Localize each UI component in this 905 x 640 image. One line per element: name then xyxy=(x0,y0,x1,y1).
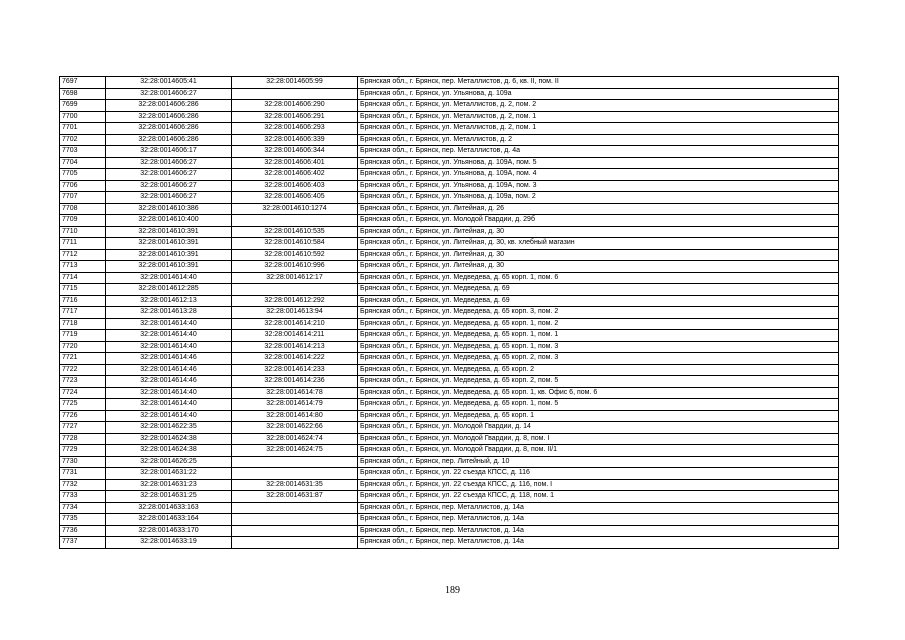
table-row xyxy=(60,433,839,445)
object-cadastral-number-cell: 32:28:0014614:79 xyxy=(232,399,358,411)
row-number-cell: 7715 xyxy=(60,284,106,296)
object-cadastral-number-cell: 32:28:0014606:290 xyxy=(232,100,358,112)
row-number-cell: 7716 xyxy=(60,295,106,307)
cadastral-number-cell: 32:28:0014606:286 xyxy=(106,134,232,146)
cadastral-number-cell: 32:28:0014624:38 xyxy=(106,445,232,457)
table-row xyxy=(60,77,839,89)
object-cadastral-number-cell xyxy=(232,537,358,549)
cadastral-number-cell: 32:28:0014613:28 xyxy=(106,307,232,319)
row-number-cell: 7719 xyxy=(60,330,106,342)
address-cell: Брянская обл., г. Брянск, ул. Ульянова, д. 109А, пом. 3 xyxy=(358,180,839,192)
cadastral-number-cell: 32:28:0014606:27 xyxy=(106,88,232,100)
address-cell: Брянская обл., г. Брянск, ул. Молодой Гвардии, д. 8, пом. I xyxy=(358,433,839,445)
table-row xyxy=(60,537,839,549)
object-cadastral-number-cell: 32:28:0014631:87 xyxy=(232,491,358,503)
table-row xyxy=(60,226,839,238)
address-cell: Брянская обл., г. Брянск, ул. Медведева, д. 65 корп. 1, кв. Офис 6, пом. 6 xyxy=(358,387,839,399)
object-cadastral-number-cell: 32:28:0014614:80 xyxy=(232,410,358,422)
object-cadastral-number-cell: 32:28:0014606:293 xyxy=(232,123,358,135)
table-row xyxy=(60,215,839,227)
address-cell: Брянская обл., г. Брянск, ул. Медведева, д. 65 корп. 1 xyxy=(358,410,839,422)
cadastral-number-cell: 32:28:0014612:285 xyxy=(106,284,232,296)
object-cadastral-number-cell: 32:28:0014610:535 xyxy=(232,226,358,238)
cadastral-number-cell: 32:28:0014610:391 xyxy=(106,238,232,250)
object-cadastral-number-cell xyxy=(232,284,358,296)
object-cadastral-number-cell xyxy=(232,525,358,537)
table-row xyxy=(60,364,839,376)
table-row xyxy=(60,341,839,353)
cadastral-registry-table xyxy=(59,76,839,549)
cadastral-number-cell: 32:28:0014606:286 xyxy=(106,123,232,135)
address-cell: Брянская обл., г. Брянск, ул. Металлистов, д. 2, пом. 1 xyxy=(358,123,839,135)
table-row xyxy=(60,238,839,250)
object-cadastral-number-cell: 32:28:0014606:401 xyxy=(232,157,358,169)
cadastral-number-cell: 32:28:0014631:23 xyxy=(106,479,232,491)
table-row xyxy=(60,514,839,526)
object-cadastral-number-cell: 32:28:0014612:292 xyxy=(232,295,358,307)
row-number-cell: 7714 xyxy=(60,272,106,284)
table-row xyxy=(60,422,839,434)
object-cadastral-number-cell: 32:28:0014614:210 xyxy=(232,318,358,330)
address-cell: Брянская обл., г. Брянск, ул. Медведева, д. 65 корп. 1, пом. 1 xyxy=(358,330,839,342)
address-cell: Брянская обл., г. Брянск, ул. Молодой Гвардии, д. 8, пом. II/1 xyxy=(358,445,839,457)
object-cadastral-number-cell: 32:28:0014622:66 xyxy=(232,422,358,434)
address-cell: Брянская обл., г. Брянск, пер. Металлистов, д. 6, кв. II, пом. II xyxy=(358,77,839,89)
address-cell: Брянская обл., г. Брянск, пер. Металлистов, д. 4а xyxy=(358,146,839,158)
address-cell: Брянская обл., г. Брянск, ул. 22 съезда КПСС, д. 116 xyxy=(358,468,839,480)
row-number-cell: 7700 xyxy=(60,111,106,123)
table-row xyxy=(60,192,839,204)
row-number-cell: 7735 xyxy=(60,514,106,526)
cadastral-number-cell: 32:28:0014606:27 xyxy=(106,192,232,204)
table-row xyxy=(60,502,839,514)
row-number-cell: 7729 xyxy=(60,445,106,457)
cadastral-number-cell: 32:28:0014614:46 xyxy=(106,364,232,376)
row-number-cell: 7707 xyxy=(60,192,106,204)
row-number-cell: 7734 xyxy=(60,502,106,514)
table-row xyxy=(60,525,839,537)
row-number-cell: 7725 xyxy=(60,399,106,411)
address-cell: Брянская обл., г. Брянск, ул. Ульянова, д. 109А, пом. 4 xyxy=(358,169,839,181)
object-cadastral-number-cell: 32:28:0014614:222 xyxy=(232,353,358,365)
cadastral-number-cell: 32:28:0014610:391 xyxy=(106,249,232,261)
row-number-cell: 7698 xyxy=(60,88,106,100)
row-number-cell: 7728 xyxy=(60,433,106,445)
object-cadastral-number-cell xyxy=(232,88,358,100)
cadastral-number-cell: 32:28:0014624:38 xyxy=(106,433,232,445)
table-row xyxy=(60,88,839,100)
page-number: 189 xyxy=(445,585,460,596)
row-number-cell: 7727 xyxy=(60,422,106,434)
cadastral-number-cell: 32:28:0014633:19 xyxy=(106,537,232,549)
table-row xyxy=(60,318,839,330)
object-cadastral-number-cell: 32:28:0014613:94 xyxy=(232,307,358,319)
object-cadastral-number-cell: 32:28:0014612:17 xyxy=(232,272,358,284)
address-cell: Брянская обл., г. Брянск, ул. Металлистов, д. 2, пом. 1 xyxy=(358,111,839,123)
object-cadastral-number-cell: 32:28:0014631:35 xyxy=(232,479,358,491)
cadastral-number-cell: 32:28:0014614:46 xyxy=(106,353,232,365)
table-row xyxy=(60,445,839,457)
address-cell: Брянская обл., г. Брянск, пер. Литейный, д. 10 xyxy=(358,456,839,468)
object-cadastral-number-cell: 32:28:0014606:403 xyxy=(232,180,358,192)
table-row xyxy=(60,111,839,123)
table-row xyxy=(60,479,839,491)
row-number-cell: 7723 xyxy=(60,376,106,388)
cadastral-number-cell: 32:28:0014614:40 xyxy=(106,318,232,330)
address-cell: Брянская обл., г. Брянск, ул. Ульянова, д. 109а xyxy=(358,88,839,100)
cadastral-number-cell: 32:28:0014614:40 xyxy=(106,387,232,399)
table-row xyxy=(60,387,839,399)
cadastral-number-cell: 32:28:0014610:386 xyxy=(106,203,232,215)
row-number-cell: 7737 xyxy=(60,537,106,549)
object-cadastral-number-cell: 32:28:0014614:78 xyxy=(232,387,358,399)
table-row xyxy=(60,157,839,169)
table-row xyxy=(60,491,839,503)
address-cell: Брянская обл., г. Брянск, ул. Ульянова, д. 109а, пом. 2 xyxy=(358,192,839,204)
address-cell: Брянская обл., г. Брянск, ул. Металлистов, д. 2 xyxy=(358,134,839,146)
row-number-cell: 7708 xyxy=(60,203,106,215)
object-cadastral-number-cell: 32:28:0014624:74 xyxy=(232,433,358,445)
row-number-cell: 7726 xyxy=(60,410,106,422)
cadastral-number-cell: 32:28:0014606:27 xyxy=(106,180,232,192)
table-row xyxy=(60,100,839,112)
object-cadastral-number-cell xyxy=(232,456,358,468)
cadastral-number-cell: 32:28:0014633:170 xyxy=(106,525,232,537)
cadastral-number-cell: 32:28:0014606:27 xyxy=(106,169,232,181)
cadastral-number-cell: 32:28:0014633:164 xyxy=(106,514,232,526)
address-cell: Брянская обл., г. Брянск, ул. 22 съезда КПСС, д. 116, пом. I xyxy=(358,479,839,491)
registry-table-body xyxy=(60,77,839,549)
address-cell: Брянская обл., г. Брянск, ул. Медведева, д. 65 корп. 2 xyxy=(358,364,839,376)
cadastral-number-cell: 32:28:0014614:40 xyxy=(106,272,232,284)
table-row xyxy=(60,261,839,273)
row-number-cell: 7713 xyxy=(60,261,106,273)
object-cadastral-number-cell: 32:28:0014610:996 xyxy=(232,261,358,273)
table-row xyxy=(60,272,839,284)
table-row xyxy=(60,410,839,422)
cadastral-number-cell: 32:28:0014614:40 xyxy=(106,399,232,411)
address-cell: Брянская обл., г. Брянск, ул. Ульянова, д. 109А, пом. 5 xyxy=(358,157,839,169)
row-number-cell: 7704 xyxy=(60,157,106,169)
row-number-cell: 7733 xyxy=(60,491,106,503)
cadastral-number-cell: 32:28:0014610:391 xyxy=(106,226,232,238)
address-cell: Брянская обл., г. Брянск, пер. Металлистов, д. 14а xyxy=(358,525,839,537)
address-cell: Брянская обл., г. Брянск, ул. Медведева, д. 65 корп. 1, пом. 6 xyxy=(358,272,839,284)
row-number-cell: 7711 xyxy=(60,238,106,250)
cadastral-number-cell: 32:28:0014614:46 xyxy=(106,376,232,388)
cadastral-number-cell: 32:28:0014605:41 xyxy=(106,77,232,89)
cadastral-number-cell: 32:28:0014631:25 xyxy=(106,491,232,503)
object-cadastral-number-cell xyxy=(232,215,358,227)
address-cell: Брянская обл., г. Брянск, ул. Молодой Гвардии, д. 29б xyxy=(358,215,839,227)
row-number-cell: 7712 xyxy=(60,249,106,261)
object-cadastral-number-cell: 32:28:0014610:592 xyxy=(232,249,358,261)
table-row xyxy=(60,456,839,468)
object-cadastral-number-cell: 32:28:0014614:211 xyxy=(232,330,358,342)
object-cadastral-number-cell: 32:28:0014614:213 xyxy=(232,341,358,353)
table-row xyxy=(60,180,839,192)
address-cell: Брянская обл., г. Брянск, ул. Медведева, д. 65 корп. 1, пом. 3 xyxy=(358,341,839,353)
address-cell: Брянская обл., г. Брянск, ул. Медведева, д. 65 корп. 2, пом. 5 xyxy=(358,376,839,388)
row-number-cell: 7720 xyxy=(60,341,106,353)
cadastral-number-cell: 32:28:0014606:286 xyxy=(106,111,232,123)
row-number-cell: 7709 xyxy=(60,215,106,227)
address-cell: Брянская обл., г. Брянск, ул. Медведева, д. 69 xyxy=(358,295,839,307)
object-cadastral-number-cell xyxy=(232,468,358,480)
cadastral-number-cell: 32:28:0014606:17 xyxy=(106,146,232,158)
row-number-cell: 7724 xyxy=(60,387,106,399)
table-row xyxy=(60,307,839,319)
address-cell: Брянская обл., г. Брянск, ул. Литейная, д. 30 xyxy=(358,261,839,273)
row-number-cell: 7702 xyxy=(60,134,106,146)
table-row xyxy=(60,284,839,296)
object-cadastral-number-cell: 32:28:0014610:584 xyxy=(232,238,358,250)
object-cadastral-number-cell xyxy=(232,502,358,514)
address-cell: Брянская обл., г. Брянск, пер. Металлистов, д. 14а xyxy=(358,537,839,549)
table-row xyxy=(60,123,839,135)
table-row xyxy=(60,399,839,411)
object-cadastral-number-cell: 32:28:0014606:339 xyxy=(232,134,358,146)
row-number-cell: 7730 xyxy=(60,456,106,468)
address-cell: Брянская обл., г. Брянск, ул. 22 съезда КПСС, д. 118, пом. 1 xyxy=(358,491,839,503)
address-cell: Брянская обл., г. Брянск, пер. Металлистов, д. 14а xyxy=(358,514,839,526)
address-cell: Брянская обл., г. Брянск, ул. Медведева, д. 65 корп. 2, пом. 3 xyxy=(358,353,839,365)
cadastral-number-cell: 32:28:0014606:27 xyxy=(106,157,232,169)
row-number-cell: 7718 xyxy=(60,318,106,330)
cadastral-number-cell: 32:28:0014606:286 xyxy=(106,100,232,112)
table-row xyxy=(60,376,839,388)
cadastral-number-cell: 32:28:0014610:391 xyxy=(106,261,232,273)
row-number-cell: 7706 xyxy=(60,180,106,192)
table-row xyxy=(60,468,839,480)
row-number-cell: 7705 xyxy=(60,169,106,181)
row-number-cell: 7721 xyxy=(60,353,106,365)
object-cadastral-number-cell: 32:28:0014606:291 xyxy=(232,111,358,123)
row-number-cell: 7731 xyxy=(60,468,106,480)
address-cell: Брянская обл., г. Брянск, ул. Литейная, д. 26 xyxy=(358,203,839,215)
table-row xyxy=(60,353,839,365)
row-number-cell: 7717 xyxy=(60,307,106,319)
address-cell: Брянская обл., г. Брянск, ул. Литейная, д. 30 xyxy=(358,249,839,261)
cadastral-number-cell: 32:28:0014631:22 xyxy=(106,468,232,480)
row-number-cell: 7710 xyxy=(60,226,106,238)
cadastral-number-cell: 32:28:0014633:163 xyxy=(106,502,232,514)
row-number-cell: 7722 xyxy=(60,364,106,376)
row-number-cell: 7703 xyxy=(60,146,106,158)
object-cadastral-number-cell: 32:28:0014610:1274 xyxy=(232,203,358,215)
address-cell: Брянская обл., г. Брянск, ул. Медведева, д. 69 xyxy=(358,284,839,296)
object-cadastral-number-cell: 32:28:0014606:402 xyxy=(232,169,358,181)
cadastral-number-cell: 32:28:0014614:40 xyxy=(106,410,232,422)
cadastral-number-cell: 32:28:0014614:40 xyxy=(106,341,232,353)
row-number-cell: 7697 xyxy=(60,77,106,89)
table-row xyxy=(60,134,839,146)
table-row xyxy=(60,146,839,158)
cadastral-number-cell: 32:28:0014622:35 xyxy=(106,422,232,434)
row-number-cell: 7732 xyxy=(60,479,106,491)
table-row xyxy=(60,249,839,261)
address-cell: Брянская обл., г. Брянск, ул. Металлистов, д. 2, пом. 2 xyxy=(358,100,839,112)
object-cadastral-number-cell: 32:28:0014614:236 xyxy=(232,376,358,388)
object-cadastral-number-cell: 32:28:0014624:75 xyxy=(232,445,358,457)
address-cell: Брянская обл., г. Брянск, ул. Медведева, д. 65 корп. 1, пом. 5 xyxy=(358,399,839,411)
object-cadastral-number-cell: 32:28:0014605:99 xyxy=(232,77,358,89)
object-cadastral-number-cell: 32:28:0014606:405 xyxy=(232,192,358,204)
table-row xyxy=(60,330,839,342)
object-cadastral-number-cell xyxy=(232,514,358,526)
address-cell: Брянская обл., г. Брянск, ул. Литейная, д. 30 xyxy=(358,226,839,238)
cadastral-number-cell: 32:28:0014626:25 xyxy=(106,456,232,468)
table-row xyxy=(60,295,839,307)
object-cadastral-number-cell: 32:28:0014614:233 xyxy=(232,364,358,376)
address-cell: Брянская обл., г. Брянск, ул. Литейная, д. 30, кв. хлебный магазин xyxy=(358,238,839,250)
cadastral-number-cell: 32:28:0014612:13 xyxy=(106,295,232,307)
address-cell: Брянская обл., г. Брянск, ул. Молодой Гвардии, д. 14 xyxy=(358,422,839,434)
object-cadastral-number-cell: 32:28:0014606:344 xyxy=(232,146,358,158)
row-number-cell: 7736 xyxy=(60,525,106,537)
cadastral-number-cell: 32:28:0014610:400 xyxy=(106,215,232,227)
table-row xyxy=(60,203,839,215)
table-row xyxy=(60,169,839,181)
row-number-cell: 7701 xyxy=(60,123,106,135)
row-number-cell: 7699 xyxy=(60,100,106,112)
cadastral-number-cell: 32:28:0014614:40 xyxy=(106,330,232,342)
address-cell: Брянская обл., г. Брянск, пер. Металлистов, д. 14а xyxy=(358,502,839,514)
address-cell: Брянская обл., г. Брянск, ул. Медведева, д. 65 корп. 1, пом. 2 xyxy=(358,318,839,330)
address-cell: Брянская обл., г. Брянск, ул. Медведева, д. 65 корп. 3, пом. 2 xyxy=(358,307,839,319)
